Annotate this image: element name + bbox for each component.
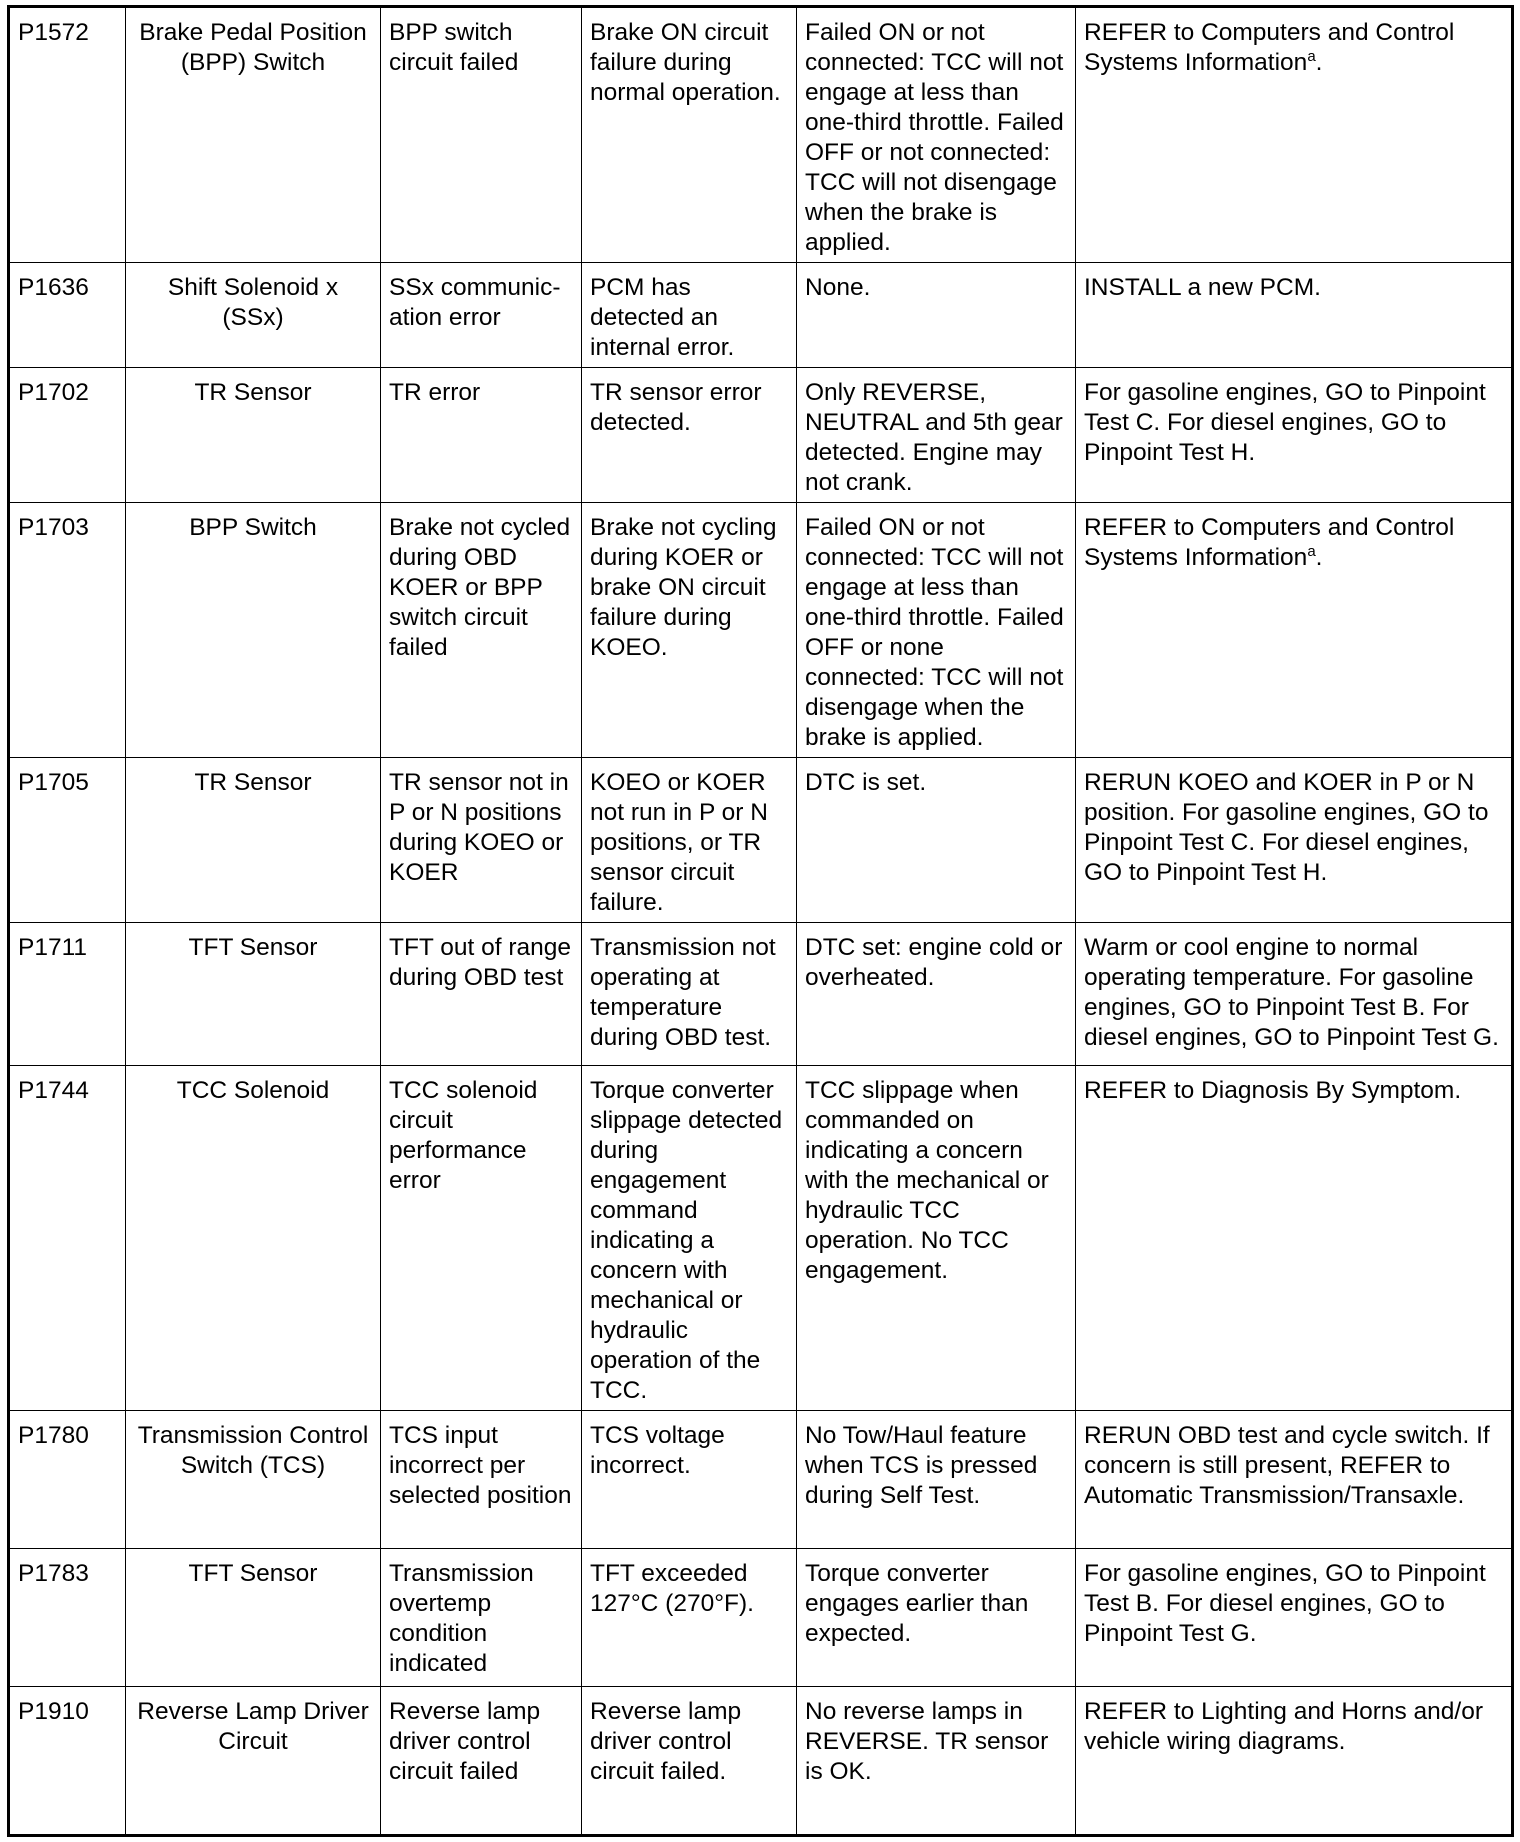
description: TCC solenoid circuit performance error: [381, 1066, 582, 1411]
action-text: REFER to Computers and Control Systems Information: [1084, 514, 1455, 571]
table-row: [9, 1687, 1513, 1836]
condition: Brake not cycling during KOER or brake ON circuit failure during KOEO.: [582, 503, 797, 758]
dtc-code: P1572: [9, 7, 126, 263]
action: REFER to Diagnosis By Symptom.: [1076, 1066, 1513, 1411]
symptom: No Tow/Haul feature when TCS is pressed during Self Test.: [797, 1411, 1076, 1549]
description: SSx communic-ation error: [381, 263, 582, 368]
action-text: REFER to Computers and Control Systems Information: [1084, 19, 1455, 76]
action: [1076, 7, 1513, 263]
dtc-code: P1703: [9, 503, 126, 758]
dtc-code: P1744: [9, 1066, 126, 1411]
symptom: Failed ON or not connected: TCC will not engage at less than one-third throttle. Failed OFF or not connected: TCC will not disengage when the brake is applied.: [797, 7, 1076, 263]
component: Transmission Control Switch (TCS): [126, 1411, 381, 1549]
description: TCS input incorrect per selected position: [381, 1411, 582, 1549]
component: BPP Switch: [126, 503, 381, 758]
condition: TR sensor error detected.: [582, 368, 797, 503]
component: TFT Sensor: [126, 1549, 381, 1687]
table-row: [9, 1411, 1513, 1549]
symptom: Failed ON or not connected: TCC will not engage at less than one-third throttle. Failed OFF or none connected: TCC will not disengage when the brake is applied.: [797, 503, 1076, 758]
table-row: [9, 503, 1513, 758]
footnote-marker: a: [1307, 47, 1316, 65]
component: TCC Solenoid: [126, 1066, 381, 1411]
component: TR Sensor: [126, 758, 381, 923]
dtc-code: P1711: [9, 923, 126, 1066]
table-row: [9, 923, 1513, 1066]
action: RERUN KOEO and KOER in P or N position. For gasoline engines, GO to Pinpoint Test C. For diesel engines, GO to Pinpoint Test H.: [1076, 758, 1513, 923]
dtc-code: P1636: [9, 263, 126, 368]
action: [1076, 503, 1513, 758]
symptom: TCC slippage when commanded on indicating a concern with the mechanical or hydraulic TCC operation. No TCC engagement.: [797, 1066, 1076, 1411]
table-row: [9, 263, 1513, 368]
condition: TCS voltage incorrect.: [582, 1411, 797, 1549]
dtc-table: [7, 5, 1514, 1837]
symptom: Only REVERSE, NEUTRAL and 5th gear detected. Engine may not crank.: [797, 368, 1076, 503]
action: INSTALL a new PCM.: [1076, 263, 1513, 368]
action: RERUN OBD test and cycle switch. If concern is still present, REFER to Automatic Transmission/Transaxle.: [1076, 1411, 1513, 1549]
symptom: None.: [797, 263, 1076, 368]
table-row: [9, 7, 1513, 263]
condition: Reverse lamp driver control circuit failed.: [582, 1687, 797, 1836]
action: For gasoline engines, GO to Pinpoint Test B. For diesel engines, GO to Pinpoint Test G.: [1076, 1549, 1513, 1687]
description: TR sensor not in P or N positions during KOEO or KOER: [381, 758, 582, 923]
condition: Torque converter slippage detected during engagement command indicating a concern with mechanical or hydraulic operation of the TCC.: [582, 1066, 797, 1411]
symptom: DTC is set.: [797, 758, 1076, 923]
dtc-code: P1705: [9, 758, 126, 923]
dtc-table-body: [9, 7, 1513, 1836]
action: Warm or cool engine to normal operating temperature. For gasoline engines, GO to Pinpoint Test B. For diesel engines, GO to Pinpoint Test G.: [1076, 923, 1513, 1066]
footnote-marker: a: [1307, 542, 1316, 560]
description: TFT out of range during OBD test: [381, 923, 582, 1066]
table-row: [9, 1066, 1513, 1411]
description: Reverse lamp driver control circuit failed: [381, 1687, 582, 1836]
dtc-code: P1702: [9, 368, 126, 503]
component: TR Sensor: [126, 368, 381, 503]
symptom: DTC set: engine cold or overheated.: [797, 923, 1076, 1066]
action: REFER to Lighting and Horns and/or vehicle wiring diagrams.: [1076, 1687, 1513, 1836]
description: Brake not cycled during OBD KOER or BPP switch circuit failed: [381, 503, 582, 758]
table-row: [9, 1549, 1513, 1687]
description: Transmission overtemp condition indicated: [381, 1549, 582, 1687]
action-tail: .: [1315, 544, 1323, 571]
condition: KOEO or KOER not run in P or N positions, or TR sensor circuit failure.: [582, 758, 797, 923]
condition: PCM has detected an internal error.: [582, 263, 797, 368]
symptom: Torque converter engages earlier than expected.: [797, 1549, 1076, 1687]
table-row: [9, 758, 1513, 923]
component: Shift Solenoid x (SSx): [126, 263, 381, 368]
condition: Transmission not operating at temperature during OBD test.: [582, 923, 797, 1066]
component: TFT Sensor: [126, 923, 381, 1066]
action-tail: .: [1315, 49, 1323, 76]
dtc-code: P1780: [9, 1411, 126, 1549]
dtc-code: P1910: [9, 1687, 126, 1836]
component: Brake Pedal Position (BPP) Switch: [126, 7, 381, 263]
condition: TFT exceeded 127°C (270°F).: [582, 1549, 797, 1687]
description: TR error: [381, 368, 582, 503]
condition: Brake ON circuit failure during normal operation.: [582, 7, 797, 263]
action: For gasoline engines, GO to Pinpoint Test C. For diesel engines, GO to Pinpoint Test H.: [1076, 368, 1513, 503]
component: Reverse Lamp Driver Circuit: [126, 1687, 381, 1836]
description: BPP switch circuit failed: [381, 7, 582, 263]
symptom: No reverse lamps in REVERSE. TR sensor is OK.: [797, 1687, 1076, 1836]
dtc-code: P1783: [9, 1549, 126, 1687]
table-row: [9, 368, 1513, 503]
